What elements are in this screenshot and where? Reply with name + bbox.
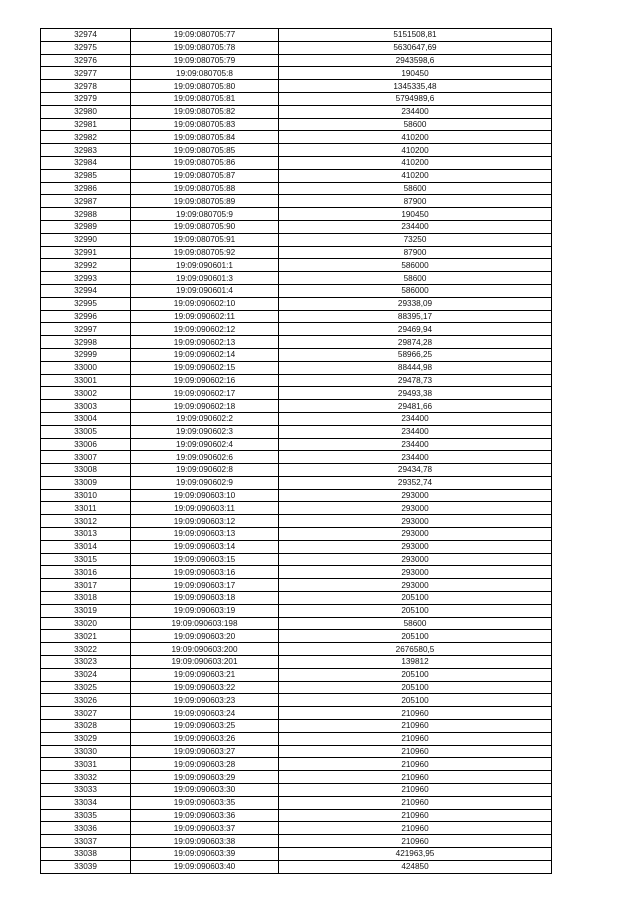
table-row (41, 233, 552, 246)
table-row (41, 758, 552, 771)
table-row (41, 617, 552, 630)
value-cell: 234400 (279, 451, 552, 464)
table-row (41, 579, 552, 592)
row-number-cell: 33030 (41, 745, 131, 758)
value-cell: 58966,25 (279, 348, 552, 361)
table-row (41, 860, 552, 873)
row-number-cell: 33008 (41, 464, 131, 477)
cadastral-number-cell: 19:09:090603:27 (131, 745, 279, 758)
cadastral-number-cell: 19:09:090603:19 (131, 604, 279, 617)
value-cell: 29478,73 (279, 374, 552, 387)
cadastral-number-cell: 19:09:080705:89 (131, 195, 279, 208)
row-number-cell: 33031 (41, 758, 131, 771)
value-cell: 29338,09 (279, 297, 552, 310)
cadastral-number-cell: 19:09:090603:16 (131, 566, 279, 579)
table-row (41, 668, 552, 681)
table-row (41, 476, 552, 489)
value-cell: 210960 (279, 784, 552, 797)
cadastral-number-cell: 19:09:080705:90 (131, 220, 279, 233)
table-row (41, 67, 552, 80)
value-cell: 293000 (279, 528, 552, 541)
value-cell: 410200 (279, 144, 552, 157)
cadastral-number-cell: 19:09:090602:15 (131, 361, 279, 374)
value-cell: 29481,66 (279, 400, 552, 413)
data-table (40, 28, 552, 874)
value-cell: 2943598,6 (279, 54, 552, 67)
row-number-cell: 33017 (41, 579, 131, 592)
value-cell: 210960 (279, 707, 552, 720)
table-row (41, 720, 552, 733)
table-row (41, 809, 552, 822)
row-number-cell: 32993 (41, 272, 131, 285)
table-row (41, 540, 552, 553)
row-number-cell: 33012 (41, 515, 131, 528)
cadastral-number-cell: 19:09:080705:87 (131, 169, 279, 182)
value-cell: 293000 (279, 553, 552, 566)
row-number-cell: 32982 (41, 131, 131, 144)
row-number-cell: 32999 (41, 348, 131, 361)
cadastral-number-cell: 19:09:090602:4 (131, 438, 279, 451)
value-cell: 210960 (279, 758, 552, 771)
value-cell: 29352,74 (279, 476, 552, 489)
value-cell: 234400 (279, 438, 552, 451)
cadastral-number-cell: 19:09:090603:22 (131, 681, 279, 694)
table-row (41, 195, 552, 208)
cadastral-number-cell: 19:09:090603:200 (131, 643, 279, 656)
table-row (41, 745, 552, 758)
cadastral-number-cell: 19:09:090603:29 (131, 771, 279, 784)
table-row (41, 54, 552, 67)
table-row (41, 425, 552, 438)
table-row (41, 208, 552, 221)
cadastral-number-cell: 19:09:090602:8 (131, 464, 279, 477)
value-cell: 293000 (279, 566, 552, 579)
row-number-cell: 33037 (41, 835, 131, 848)
table-row (41, 29, 552, 42)
table-row (41, 323, 552, 336)
row-number-cell: 33006 (41, 438, 131, 451)
cadastral-number-cell: 19:09:090602:6 (131, 451, 279, 464)
table-row (41, 361, 552, 374)
table-row (41, 259, 552, 272)
cadastral-number-cell: 19:09:090601:1 (131, 259, 279, 272)
row-number-cell: 32983 (41, 144, 131, 157)
row-number-cell: 32986 (41, 182, 131, 195)
cadastral-number-cell: 19:09:080705:83 (131, 118, 279, 131)
table-row (41, 80, 552, 93)
row-number-cell: 33029 (41, 732, 131, 745)
value-cell: 139812 (279, 656, 552, 669)
table-row (41, 169, 552, 182)
row-number-cell: 33038 (41, 848, 131, 861)
value-cell: 29469,94 (279, 323, 552, 336)
cadastral-number-cell: 19:09:090603:12 (131, 515, 279, 528)
value-cell: 421963,95 (279, 848, 552, 861)
cadastral-number-cell: 19:09:080705:91 (131, 233, 279, 246)
table-row (41, 387, 552, 400)
value-cell: 205100 (279, 592, 552, 605)
value-cell: 205100 (279, 668, 552, 681)
row-number-cell: 33024 (41, 668, 131, 681)
row-number-cell: 32990 (41, 233, 131, 246)
cadastral-number-cell: 19:09:090603:21 (131, 668, 279, 681)
value-cell: 190450 (279, 67, 552, 80)
value-cell: 2676580,5 (279, 643, 552, 656)
cadastral-number-cell: 19:09:080705:9 (131, 208, 279, 221)
value-cell: 88395,17 (279, 310, 552, 323)
table-row (41, 118, 552, 131)
table-row (41, 528, 552, 541)
value-cell: 410200 (279, 156, 552, 169)
value-cell: 234400 (279, 220, 552, 233)
table-row (41, 374, 552, 387)
cadastral-number-cell: 19:09:090603:14 (131, 540, 279, 553)
value-cell: 58600 (279, 182, 552, 195)
cadastral-number-cell: 19:09:080705:79 (131, 54, 279, 67)
table-row (41, 604, 552, 617)
value-cell: 29493,38 (279, 387, 552, 400)
cadastral-number-cell: 19:09:090603:39 (131, 848, 279, 861)
table-row (41, 348, 552, 361)
value-cell: 410200 (279, 169, 552, 182)
cadastral-number-cell: 19:09:090603:36 (131, 809, 279, 822)
cadastral-number-cell: 19:09:090602:12 (131, 323, 279, 336)
row-number-cell: 33011 (41, 502, 131, 515)
row-number-cell: 33015 (41, 553, 131, 566)
value-cell: 210960 (279, 745, 552, 758)
row-number-cell: 33010 (41, 489, 131, 502)
row-number-cell: 33033 (41, 784, 131, 797)
value-cell: 586000 (279, 284, 552, 297)
row-number-cell: 33014 (41, 540, 131, 553)
cadastral-number-cell: 19:09:090602:2 (131, 412, 279, 425)
row-number-cell: 32978 (41, 80, 131, 93)
row-number-cell: 32995 (41, 297, 131, 310)
row-number-cell: 32987 (41, 195, 131, 208)
value-cell: 190450 (279, 208, 552, 221)
table-row (41, 284, 552, 297)
row-number-cell: 33016 (41, 566, 131, 579)
value-cell: 205100 (279, 694, 552, 707)
table-row (41, 643, 552, 656)
table-row (41, 182, 552, 195)
row-number-cell: 33021 (41, 630, 131, 643)
cadastral-number-cell: 19:09:080705:92 (131, 246, 279, 259)
row-number-cell: 33005 (41, 425, 131, 438)
row-number-cell: 32996 (41, 310, 131, 323)
cadastral-number-cell: 19:09:090603:28 (131, 758, 279, 771)
row-number-cell: 33023 (41, 656, 131, 669)
value-cell: 210960 (279, 796, 552, 809)
row-number-cell: 32985 (41, 169, 131, 182)
table-row (41, 835, 552, 848)
table-row (41, 464, 552, 477)
value-cell: 1345335,48 (279, 80, 552, 93)
table-row (41, 246, 552, 259)
cadastral-number-cell: 19:09:090602:16 (131, 374, 279, 387)
value-cell: 293000 (279, 515, 552, 528)
row-number-cell: 33009 (41, 476, 131, 489)
table-row (41, 451, 552, 464)
row-number-cell: 33007 (41, 451, 131, 464)
table-row (41, 694, 552, 707)
row-number-cell: 33000 (41, 361, 131, 374)
row-number-cell: 33028 (41, 720, 131, 733)
cadastral-number-cell: 19:09:090603:13 (131, 528, 279, 541)
value-cell: 210960 (279, 732, 552, 745)
row-number-cell: 32980 (41, 105, 131, 118)
row-number-cell: 33004 (41, 412, 131, 425)
value-cell: 73250 (279, 233, 552, 246)
value-cell: 234400 (279, 425, 552, 438)
row-number-cell: 33020 (41, 617, 131, 630)
cadastral-number-cell: 19:09:080705:84 (131, 131, 279, 144)
row-number-cell: 33036 (41, 822, 131, 835)
table-row (41, 707, 552, 720)
table-row (41, 732, 552, 745)
cadastral-number-cell: 19:09:090603:40 (131, 860, 279, 873)
row-number-cell: 32976 (41, 54, 131, 67)
table-row (41, 796, 552, 809)
cadastral-number-cell: 19:09:090603:23 (131, 694, 279, 707)
value-cell: 586000 (279, 259, 552, 272)
cadastral-number-cell: 19:09:080705:86 (131, 156, 279, 169)
cadastral-number-cell: 19:09:090603:10 (131, 489, 279, 502)
table-row (41, 144, 552, 157)
table-row (41, 489, 552, 502)
cadastral-number-cell: 19:09:090603:201 (131, 656, 279, 669)
table-row (41, 272, 552, 285)
cadastral-number-cell: 19:09:090602:3 (131, 425, 279, 438)
table-row (41, 156, 552, 169)
row-number-cell: 32984 (41, 156, 131, 169)
value-cell: 5630647,69 (279, 41, 552, 54)
table-body (41, 29, 552, 874)
cadastral-number-cell: 19:09:090602:10 (131, 297, 279, 310)
cadastral-number-cell: 19:09:090603:35 (131, 796, 279, 809)
cadastral-number-cell: 19:09:080705:77 (131, 29, 279, 42)
table-row (41, 681, 552, 694)
row-number-cell: 32974 (41, 29, 131, 42)
table-row (41, 400, 552, 413)
value-cell: 293000 (279, 579, 552, 592)
table-row (41, 41, 552, 54)
cadastral-number-cell: 19:09:090602:9 (131, 476, 279, 489)
cadastral-number-cell: 19:09:090603:30 (131, 784, 279, 797)
row-number-cell: 32989 (41, 220, 131, 233)
row-number-cell: 33026 (41, 694, 131, 707)
row-number-cell: 32979 (41, 92, 131, 105)
table-row (41, 848, 552, 861)
value-cell: 210960 (279, 809, 552, 822)
row-number-cell: 32988 (41, 208, 131, 221)
cadastral-number-cell: 19:09:080705:78 (131, 41, 279, 54)
value-cell: 205100 (279, 630, 552, 643)
value-cell: 234400 (279, 412, 552, 425)
table-row (41, 771, 552, 784)
value-cell: 205100 (279, 604, 552, 617)
value-cell: 210960 (279, 822, 552, 835)
row-number-cell: 33027 (41, 707, 131, 720)
cadastral-number-cell: 19:09:090603:38 (131, 835, 279, 848)
table-row (41, 553, 552, 566)
cadastral-number-cell: 19:09:090603:11 (131, 502, 279, 515)
table-row (41, 92, 552, 105)
table-row (41, 822, 552, 835)
value-cell: 205100 (279, 681, 552, 694)
row-number-cell: 33035 (41, 809, 131, 822)
value-cell: 424850 (279, 860, 552, 873)
row-number-cell: 32992 (41, 259, 131, 272)
table-row (41, 656, 552, 669)
table-row (41, 220, 552, 233)
row-number-cell: 33039 (41, 860, 131, 873)
cadastral-number-cell: 19:09:080705:8 (131, 67, 279, 80)
cadastral-number-cell: 19:09:090602:17 (131, 387, 279, 400)
cadastral-number-cell: 19:09:090602:14 (131, 348, 279, 361)
cadastral-number-cell: 19:09:090602:11 (131, 310, 279, 323)
row-number-cell: 32997 (41, 323, 131, 336)
cadastral-number-cell: 19:09:090603:17 (131, 579, 279, 592)
cadastral-number-cell: 19:09:090603:198 (131, 617, 279, 630)
value-cell: 88444,98 (279, 361, 552, 374)
value-cell: 5151508,81 (279, 29, 552, 42)
cadastral-number-cell: 19:09:080705:81 (131, 92, 279, 105)
row-number-cell: 33013 (41, 528, 131, 541)
value-cell: 410200 (279, 131, 552, 144)
value-cell: 210960 (279, 720, 552, 733)
value-cell: 87900 (279, 246, 552, 259)
cadastral-number-cell: 19:09:090603:15 (131, 553, 279, 566)
row-number-cell: 32998 (41, 336, 131, 349)
table-row (41, 502, 552, 515)
cadastral-number-cell: 19:09:090603:26 (131, 732, 279, 745)
table-row (41, 297, 552, 310)
cadastral-number-cell: 19:09:090602:18 (131, 400, 279, 413)
value-cell: 234400 (279, 105, 552, 118)
row-number-cell: 32991 (41, 246, 131, 259)
table-row (41, 784, 552, 797)
value-cell: 29434,78 (279, 464, 552, 477)
value-cell: 210960 (279, 835, 552, 848)
row-number-cell: 33025 (41, 681, 131, 694)
table-row (41, 105, 552, 118)
table-row (41, 566, 552, 579)
cadastral-number-cell: 19:09:090602:13 (131, 336, 279, 349)
table-row (41, 412, 552, 425)
cadastral-number-cell: 19:09:090603:25 (131, 720, 279, 733)
cadastral-number-cell: 19:09:080705:82 (131, 105, 279, 118)
value-cell: 29874,28 (279, 336, 552, 349)
row-number-cell: 32981 (41, 118, 131, 131)
table-row (41, 438, 552, 451)
row-number-cell: 33032 (41, 771, 131, 784)
cadastral-number-cell: 19:09:080705:88 (131, 182, 279, 195)
value-cell: 5794989,6 (279, 92, 552, 105)
value-cell: 293000 (279, 540, 552, 553)
row-number-cell: 33002 (41, 387, 131, 400)
row-number-cell: 33019 (41, 604, 131, 617)
value-cell: 210960 (279, 771, 552, 784)
row-number-cell: 32994 (41, 284, 131, 297)
cadastral-number-cell: 19:09:090603:20 (131, 630, 279, 643)
cadastral-number-cell: 19:09:090603:18 (131, 592, 279, 605)
cadastral-number-cell: 19:09:090601:3 (131, 272, 279, 285)
value-cell: 293000 (279, 502, 552, 515)
cadastral-number-cell: 19:09:090601:4 (131, 284, 279, 297)
row-number-cell: 32977 (41, 67, 131, 80)
cadastral-number-cell: 19:09:090603:37 (131, 822, 279, 835)
table-row (41, 592, 552, 605)
table-row (41, 336, 552, 349)
table-row (41, 131, 552, 144)
row-number-cell: 33018 (41, 592, 131, 605)
value-cell: 58600 (279, 118, 552, 131)
value-cell: 58600 (279, 617, 552, 630)
table-row (41, 630, 552, 643)
table-row (41, 515, 552, 528)
cadastral-number-cell: 19:09:080705:80 (131, 80, 279, 93)
cadastral-number-cell: 19:09:080705:85 (131, 144, 279, 157)
value-cell: 58600 (279, 272, 552, 285)
value-cell: 293000 (279, 489, 552, 502)
row-number-cell: 33003 (41, 400, 131, 413)
row-number-cell: 32975 (41, 41, 131, 54)
value-cell: 87900 (279, 195, 552, 208)
row-number-cell: 33022 (41, 643, 131, 656)
row-number-cell: 33001 (41, 374, 131, 387)
row-number-cell: 33034 (41, 796, 131, 809)
cadastral-number-cell: 19:09:090603:24 (131, 707, 279, 720)
table-row (41, 310, 552, 323)
